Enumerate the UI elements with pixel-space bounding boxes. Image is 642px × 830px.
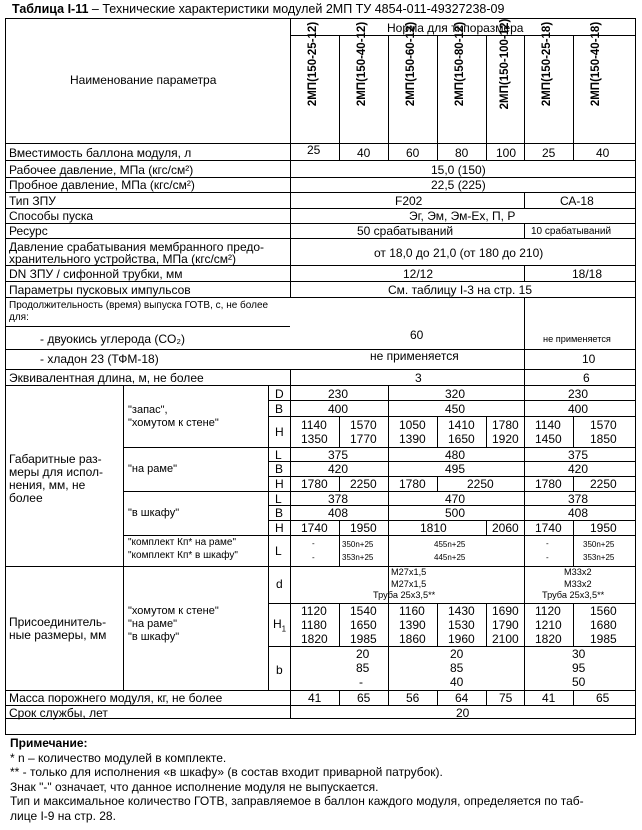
shkaf-L-3: 378: [568, 492, 589, 506]
notes-heading: Примечание:: [10, 736, 88, 750]
letter-H-shkaf: H: [275, 521, 284, 535]
komplekt-r2-3: 445n+25: [434, 553, 466, 562]
zapas-H1-2: 1570: [350, 418, 377, 432]
conn-H1-5: 1690: [492, 604, 519, 618]
note-3: Знак "-" означает, что данное исполнение модуля не выпускается.: [10, 779, 379, 794]
letter-D: D: [275, 387, 284, 401]
letter-B-shkaf: B: [275, 506, 284, 520]
shkaf-B-2: 500: [445, 506, 466, 520]
connect-label-2: ные размеры, мм: [9, 628, 107, 642]
rama-H-2: 2250: [350, 477, 377, 491]
shkaf-label: "в шкафу": [128, 507, 180, 519]
connect-label-1: Присоединитель-: [9, 615, 107, 629]
letter-L-rama: L: [275, 448, 282, 462]
zapas-H2-6: 1450: [535, 432, 562, 446]
rama-H-1: 1780: [301, 477, 328, 491]
zapas-H1-4: 1410: [448, 418, 475, 432]
conn-H2-6: 1210: [535, 618, 562, 632]
duration-label-1: Продолжительность (время) выпуска ГОТВ, с, не более: [9, 300, 269, 311]
zapas-B-3: 400: [568, 402, 589, 416]
col-header-1: 2МП(150-25-12): [307, 21, 319, 107]
komplekt-r2-2: 353n+25: [342, 553, 374, 562]
conn-H3-4: 1960: [448, 632, 475, 646]
conn-H1-4: 1430: [448, 604, 475, 618]
zapas-H1-6: 1140: [535, 418, 561, 432]
note-1: * n – количество модулей в комплекте.: [10, 750, 227, 765]
resource-label: Ресурс: [9, 224, 48, 238]
note-5: лице I-9 на стр. 28.: [10, 808, 116, 823]
rama-label: "на раме": [128, 463, 177, 475]
zapas-D-1: 230: [328, 387, 349, 401]
dn-v12: 12/12: [403, 267, 434, 281]
mass-label: Масса порожнего модуля, кг, не более: [9, 691, 223, 705]
conn-H2-2: 1650: [350, 618, 377, 632]
param-header: Наименование параметра: [70, 73, 217, 87]
shkaf-B-1: 408: [328, 506, 349, 520]
mass-v4: 64: [455, 691, 469, 705]
d12-3: Труба 25х3,5**: [373, 590, 436, 600]
letter-H-rama: H: [275, 477, 284, 491]
conn-b18-2: 95: [572, 661, 586, 675]
conn-H2-5: 1790: [492, 618, 519, 632]
volume-v5: 100: [496, 146, 517, 160]
life-label: Срок службы, лет: [9, 706, 108, 720]
volume-v2: 40: [357, 146, 371, 160]
rama-B-2: 495: [445, 462, 466, 476]
rama-H-4: 2250: [467, 477, 494, 491]
test-pressure-value: 22,5 (225): [431, 178, 486, 192]
conn-H1-2: 1540: [350, 604, 377, 618]
zapas-H2-2: 1770: [350, 432, 377, 446]
norm-header: Норма для типоразмера: [387, 21, 524, 35]
gabarit-label-4: более: [9, 491, 43, 505]
rama-L-3: 375: [568, 448, 589, 462]
komplekt-r1-4: -: [546, 539, 549, 548]
gabarit-label-1: Габаритные раз-: [9, 452, 102, 466]
start-value: Эг, Эм, Эм-Ех, П, Р: [409, 209, 516, 223]
connect-mount-1: "хомутом к стене": [128, 605, 219, 617]
d18-3: Труба 25х3,5**: [542, 590, 605, 600]
volume-v6: 25: [542, 146, 556, 160]
letter-H1-sub: 1: [281, 624, 287, 634]
shkaf-H-1: 1740: [301, 521, 328, 535]
conn-H3-5: 2100: [492, 632, 519, 646]
mass-v7: 65: [596, 691, 610, 705]
col-header-3: 2МП(150-60-12): [405, 21, 417, 107]
co2-label: - двуокись углерода (CO₂): [40, 332, 186, 346]
pusk-params-value: См. таблицу I-3 на стр. 15: [388, 283, 533, 297]
gabarit-label-2: меры для испол-: [9, 465, 104, 479]
life-value: 20: [456, 706, 470, 720]
letter-d: d: [276, 577, 283, 591]
d12-1: M27x1,5: [391, 567, 427, 577]
conn-b12a-1: 20: [356, 647, 370, 661]
conn-H3-3: 1860: [399, 632, 426, 646]
zapas-D-2: 320: [445, 387, 466, 401]
zapas-H2-3: 1390: [399, 432, 426, 446]
zapas-H1-7: 1570: [590, 418, 617, 432]
volume-v1: 25: [307, 143, 321, 157]
freon-v18: 10: [582, 352, 596, 366]
komplekt-r2-4: -: [546, 553, 549, 562]
zapas-D-3: 230: [568, 387, 589, 401]
komplekt-label-2: "комплект Кп* в шкафу": [128, 550, 238, 561]
letter-B-rama: B: [275, 462, 284, 476]
membrane-value: от 18,0 до 21,0 (от 180 до 210): [374, 246, 544, 260]
conn-H1-6: 1120: [535, 604, 561, 618]
komplekt-r1-1: -: [312, 539, 315, 548]
shkaf-H-4: 2060: [492, 521, 519, 535]
zapas-H1-1: 1140: [301, 418, 327, 432]
zapas-H2-7: 1850: [590, 432, 617, 446]
conn-H3-6: 1820: [535, 632, 562, 646]
zapas-H2-1: 1350: [301, 432, 328, 446]
duration-label-2: для:: [9, 312, 29, 323]
conn-b12b-2: 85: [450, 661, 464, 675]
freon-label: - хладон 23 (ТФМ-18): [40, 352, 159, 366]
co2-v18: не применяется: [543, 334, 611, 344]
work-pressure-label: Рабочее давление, МПа (кгс/см²): [9, 163, 194, 177]
zapas-label-1: "запас",: [128, 404, 168, 416]
mass-v5: 75: [499, 691, 513, 705]
shkaf-B-3: 408: [568, 506, 589, 520]
table-caption: – Технические характеристики модулей 2МП ТУ 4854-011-49327238-09: [88, 2, 505, 16]
shkaf-H-2: 1950: [350, 521, 377, 535]
conn-H2-3: 1390: [399, 618, 426, 632]
notes-block: [10, 736, 635, 824]
conn-b12b-3: 40: [450, 675, 464, 689]
rama-H-3: 1780: [399, 477, 426, 491]
conn-H2-4: 1530: [448, 618, 475, 632]
rama-L-2: 480: [445, 448, 466, 462]
conn-H1-1: 1120: [301, 604, 327, 618]
volume-label: Вместимость баллона модуля, л: [9, 146, 192, 160]
conn-H2-7: 1680: [590, 618, 617, 632]
shkaf-L-2: 470: [445, 492, 466, 506]
conn-b18-3: 50: [572, 675, 586, 689]
zapas-B-2: 450: [445, 402, 466, 416]
gabarit-label-3: нения, мм, не: [9, 478, 86, 492]
zapas-H2-5: 1920: [492, 432, 519, 446]
letter-H-zapas: H: [275, 425, 284, 439]
col-header-5: 2МП(150-100-12): [499, 18, 511, 110]
membrane-label-1: Давление срабатывания мембранного предо-: [9, 240, 265, 254]
table-number: Таблица I-11: [12, 2, 89, 16]
mass-v3: 56: [406, 691, 420, 705]
letter-b: b: [276, 663, 283, 677]
conn-H1-3: 1160: [399, 604, 425, 618]
conn-H1-7: 1560: [590, 604, 617, 618]
zpu-v12: F202: [395, 194, 423, 208]
letter-H1: [273, 618, 286, 633]
col-header-2: 2МП(150-40-12): [356, 21, 368, 107]
resource-v12: 50 срабатываний: [357, 224, 454, 238]
zapas-H1-5: 1780: [492, 418, 519, 432]
conn-H3-2: 1985: [350, 632, 377, 646]
rama-B-1: 420: [328, 462, 349, 476]
komplekt-r2-5: 353n+25: [583, 553, 615, 562]
zapas-H2-4: 1650: [448, 432, 475, 446]
letter-L-komplekt: L: [275, 544, 282, 558]
note-4: Тип и максимальное количество ГОТВ, заправляемое в баллон каждого модуля, определяется по таб-: [10, 794, 584, 809]
equiv-label: Эквивалентная длина, м, не более: [9, 371, 204, 385]
zapas-B-1: 400: [328, 402, 349, 416]
co2-v12: 60: [410, 328, 424, 342]
conn-b12b-1: 20: [450, 647, 464, 661]
dn-label: DN ЗПУ / сифонной трубки, мм: [9, 267, 183, 281]
zapas-label-2: "хомутом к стене": [128, 417, 219, 429]
volume-v7: 40: [596, 146, 610, 160]
komplekt-r1-2: 350n+25: [342, 540, 374, 549]
d18-1: M33x2: [564, 567, 592, 577]
letter-B-zapas: B: [275, 402, 284, 416]
freon-v12: не применяется: [370, 349, 459, 363]
mass-v2: 65: [357, 691, 371, 705]
start-label: Способы пуска: [9, 209, 94, 223]
rama-H-6: 2250: [590, 477, 617, 491]
volume-v4: 80: [455, 146, 469, 160]
test-pressure-label: Пробное давление, МПа (кгс/см²): [9, 178, 195, 192]
col-header-7: 2МП(150-40-18): [590, 21, 602, 107]
letter-L-shkaf: L: [275, 492, 282, 506]
rama-L-1: 375: [328, 448, 349, 462]
komplekt-r1-3: 455n+25: [434, 540, 466, 549]
shkaf-L-1: 378: [328, 492, 349, 506]
komplekt-r1-5: 350n+25: [583, 540, 615, 549]
connect-mount-3: "в шкафу": [128, 631, 180, 643]
conn-H3-7: 1985: [590, 632, 617, 646]
d18-2: M33x2: [564, 579, 592, 589]
work-pressure-value: 15,0 (150): [431, 163, 486, 177]
conn-b18-1: 30: [572, 647, 586, 661]
conn-H2-1: 1180: [301, 618, 327, 632]
equiv-v12: 3: [415, 371, 422, 385]
membrane-label-2: хранительного устройства, МПа (кгс/см²): [9, 252, 237, 266]
pusk-params-label: Параметры пусковых импульсов: [9, 283, 191, 297]
equiv-v18: 6: [583, 371, 590, 385]
conn-H3-1: 1820: [301, 632, 328, 646]
col-header-6: 2МП(150-25-18): [541, 21, 553, 107]
rama-B-3: 420: [568, 462, 589, 476]
mass-v6: 41: [542, 691, 556, 705]
shkaf-H-5: 1740: [535, 521, 562, 535]
rama-H-5: 1780: [535, 477, 562, 491]
conn-b12a-3: -: [359, 675, 363, 689]
letter-H1-main: H: [273, 617, 282, 631]
col-header-4: 2МП(150-80-12): [454, 21, 466, 107]
shkaf-H-6: 1950: [590, 521, 617, 535]
d12-2: M27x1,5: [391, 579, 427, 589]
mass-v1: 41: [308, 691, 322, 705]
zapas-H1-3: 1050: [399, 418, 426, 432]
resource-v18: 10 срабатываний: [531, 226, 612, 237]
zpu-label: Тип ЗПУ: [9, 194, 56, 208]
komplekt-r2-1: -: [312, 553, 315, 562]
conn-b12a-2: 85: [356, 661, 370, 675]
shkaf-H-3: 1810: [420, 521, 447, 535]
zpu-v18: СА-18: [560, 194, 594, 208]
note-2: ** - только для исполнения «в шкафу» (в состав входит приварной патрубок).: [10, 765, 443, 780]
connect-mount-2: "на раме": [128, 618, 177, 630]
komplekt-label-1: "комплект Кп* на раме": [128, 537, 237, 548]
dn-v18: 18/18: [572, 267, 603, 281]
volume-v3: 60: [406, 146, 420, 160]
